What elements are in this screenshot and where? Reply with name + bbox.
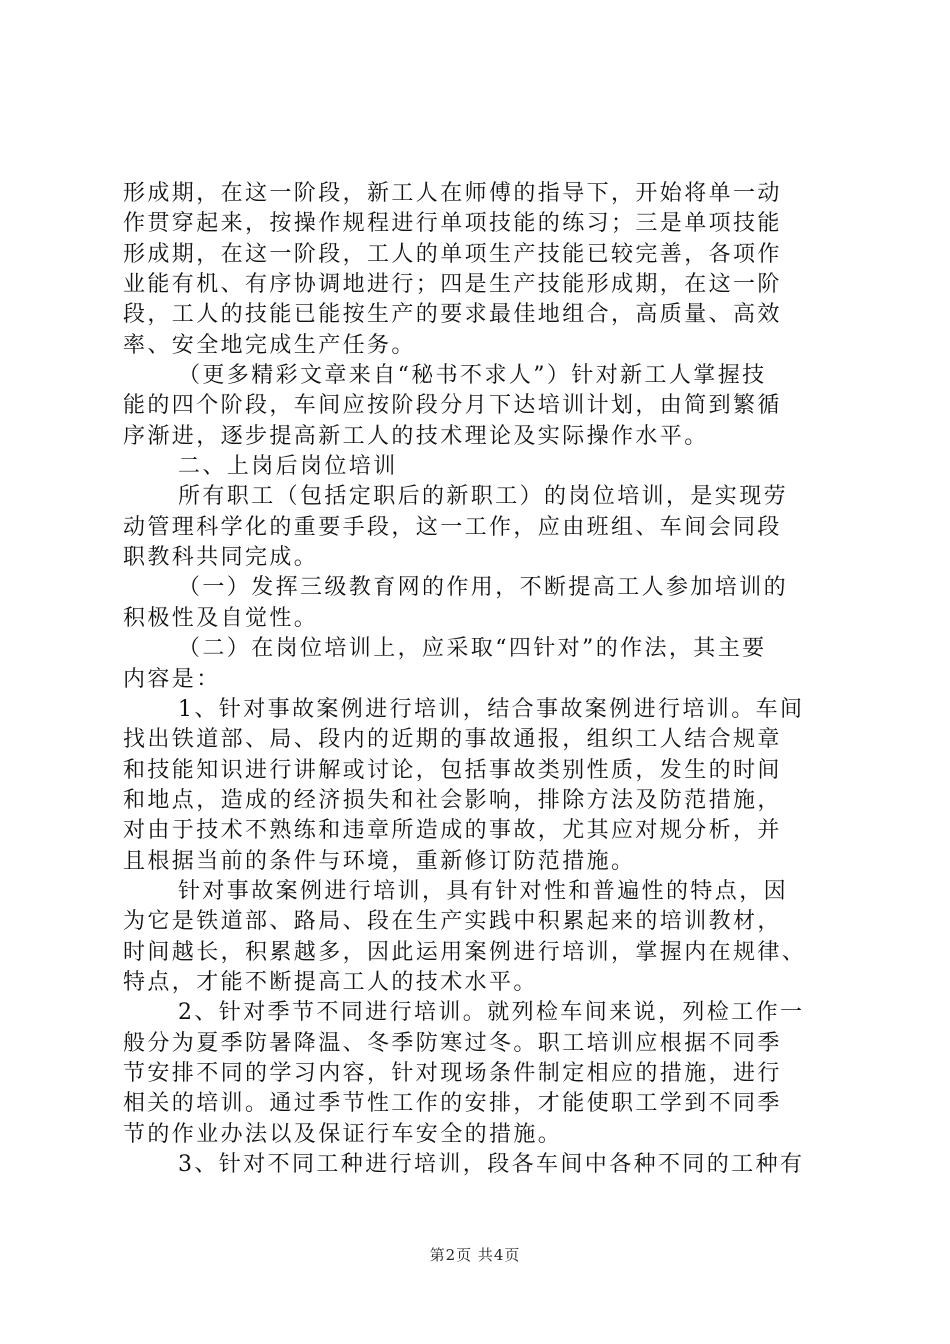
text-line: 对由于技术不熟练和违章所造成的事故，尤其应对规分析，并	[123, 818, 782, 843]
text-line: 为它是铁道部、路局、段在生产实践中积累起来的培训教材，	[123, 909, 782, 934]
text-line: 职教科共同完成。	[123, 545, 319, 570]
text-line: 形成期，在这一阶段，工人的单项生产技能已较完善，各项作	[123, 242, 782, 267]
text-line: 1、针对事故案例进行培训，结合事故案例进行培训。车间	[178, 697, 805, 722]
text-line: 所有职工（包括定职后的新职工）的岗位培训，是实现劳	[178, 484, 789, 509]
text-line: 时间越长，积累越多，因此运用案例进行培训，掌握内在规律、	[123, 940, 807, 965]
text-line: 业能有机、有序协调地进行；四是生产技能形成期，在这一阶	[123, 272, 782, 297]
text-line: 2、针对季节不同进行培训。就列检车间来说，列检工作一	[178, 1000, 805, 1025]
text-line: 和技能知识进行讲解或讨论，包括事故类别性质，发生的时间	[123, 758, 782, 783]
text-line: 形成期，在这一阶段，新工人在师傅的指导下，开始将单一动	[123, 181, 782, 206]
text-line: 率、安全地完成生产任务。	[123, 333, 416, 358]
text-line: 找出铁道部、局、段内的近期的事故通报，组织工人结合规章	[123, 727, 782, 752]
text-line: 动管理科学化的重要手段，这一工作，应由班组、车间会同段	[123, 515, 782, 540]
text-line: 能的四个阶段，车间应按阶段分月下达培训计划，由简到繁循	[123, 393, 782, 418]
text-line: 内容是：	[123, 667, 221, 692]
text-line: 且根据当前的条件与环境，重新修订防范措施。	[123, 849, 636, 874]
text-line: 和地点，造成的经济损失和社会影响，排除方法及防范措施，	[123, 788, 782, 813]
text-line: 段，工人的技能已能按生产的要求最佳地组合，高质量、高效	[123, 302, 782, 327]
text-line: （二）在岗位培训上，应采取“四针对”的作法，其主要	[178, 636, 767, 661]
section-heading: 二、上岗后岗位培训	[178, 454, 398, 479]
text-line: 3、针对不同工种进行培训，段各车间中各种不同的工种有	[178, 1152, 805, 1177]
text-line: 节的作业办法以及保证行车安全的措施。	[123, 1122, 563, 1147]
text-line: 特点，才能不断提高工人的技术水平。	[123, 970, 538, 995]
text-line: （一）发挥三级教育网的作用，不断提高工人参加培训的	[178, 575, 789, 600]
text-line: 作贯穿起来，按操作规程进行单项技能的练习；三是单项技能	[123, 211, 782, 236]
text-line: 相关的培训。通过季节性工作的安排，才能使职工学到不同季	[123, 1091, 782, 1116]
text-line: 针对事故案例进行培训，具有针对性和普遍性的特点，因	[178, 879, 789, 904]
text-line: 序渐进，逐步提高新工人的技术理论及实际操作水平。	[123, 424, 709, 449]
text-line: 节安排不同的学习内容，针对现场条件制定相应的措施，进行	[123, 1061, 782, 1086]
text-line: 般分为夏季防暑降温、冬季防寒过冬。职工培训应根据不同季	[123, 1031, 782, 1056]
text-line: 积极性及自觉性。	[123, 606, 319, 631]
text-line: （更多精彩文章来自“秘书不求人”）针对新工人掌握技	[178, 363, 767, 388]
page-footer: 第2页 共4页	[429, 1246, 521, 1264]
